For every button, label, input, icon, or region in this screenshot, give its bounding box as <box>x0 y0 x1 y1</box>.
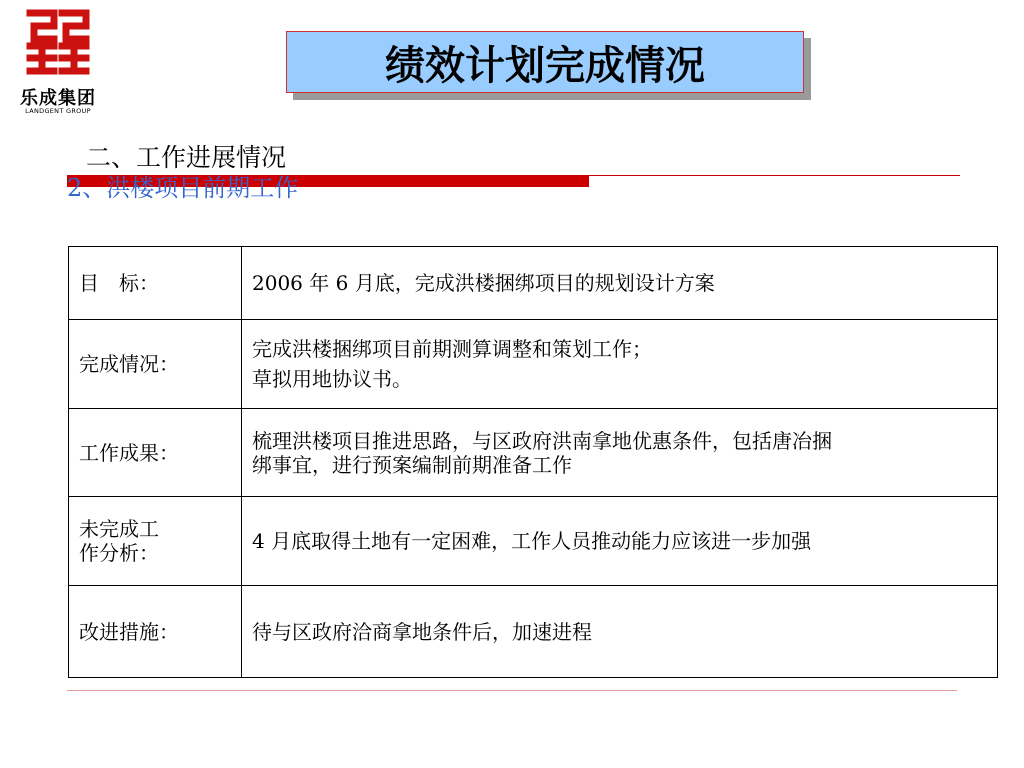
table-row <box>69 497 998 586</box>
value-line: 梳理洪楼项目推进思路，与区政府洪南拿地优惠条件，包括唐冶捆 <box>252 428 832 453</box>
row-value-status <box>242 320 998 409</box>
row-value-results <box>242 409 998 497</box>
table-row <box>69 247 998 320</box>
row-label-goal: 目 标： <box>69 247 242 320</box>
row-value-goal <box>242 247 998 320</box>
value-line: 完成洪楼捆绑项目前期测算调整和策划工作； <box>252 337 652 361</box>
value-line: 绑事宜，进行预案编制前期准备工作 <box>252 452 572 477</box>
company-logo-icon <box>24 8 92 76</box>
logo-company-name: 乐成集团 <box>20 88 96 109</box>
title-box <box>286 31 804 93</box>
footer-divider <box>67 690 957 691</box>
row-label-status: 完成情况： <box>69 320 242 409</box>
row-label-results: 工作成果： <box>69 409 242 497</box>
table-row <box>69 409 998 497</box>
row-value-analysis <box>242 497 998 586</box>
value-line: 2006 年 6 月底，完成洪楼捆绑项目的规划设计方案 <box>252 271 715 295</box>
page-title: 绩效计划完成情况 <box>385 42 705 89</box>
section-heading: 二、工作进展情况 <box>86 143 287 172</box>
value-line: 4 月底取得土地有一定困难，工作人员推动能力应该进一步加强 <box>252 529 812 553</box>
row-value-improvement <box>242 586 998 678</box>
progress-table <box>68 246 998 678</box>
label-line: 作分析： <box>79 541 159 565</box>
logo-company-name-en: LANDGENT GROUP <box>25 107 91 115</box>
company-logo <box>12 8 104 118</box>
table-row <box>69 586 998 678</box>
label-line: 未完成工 <box>79 517 159 541</box>
value-line: 待与区政府洽商拿地条件后，加速进程 <box>252 619 592 644</box>
table-row <box>69 320 998 409</box>
row-label-improvement: 改进措施： <box>69 586 242 678</box>
value-line: 草拟用地协议书。 <box>252 367 412 391</box>
subsection-heading: 2、洪楼项目前期工作 <box>67 174 299 202</box>
row-label-analysis <box>69 497 242 586</box>
